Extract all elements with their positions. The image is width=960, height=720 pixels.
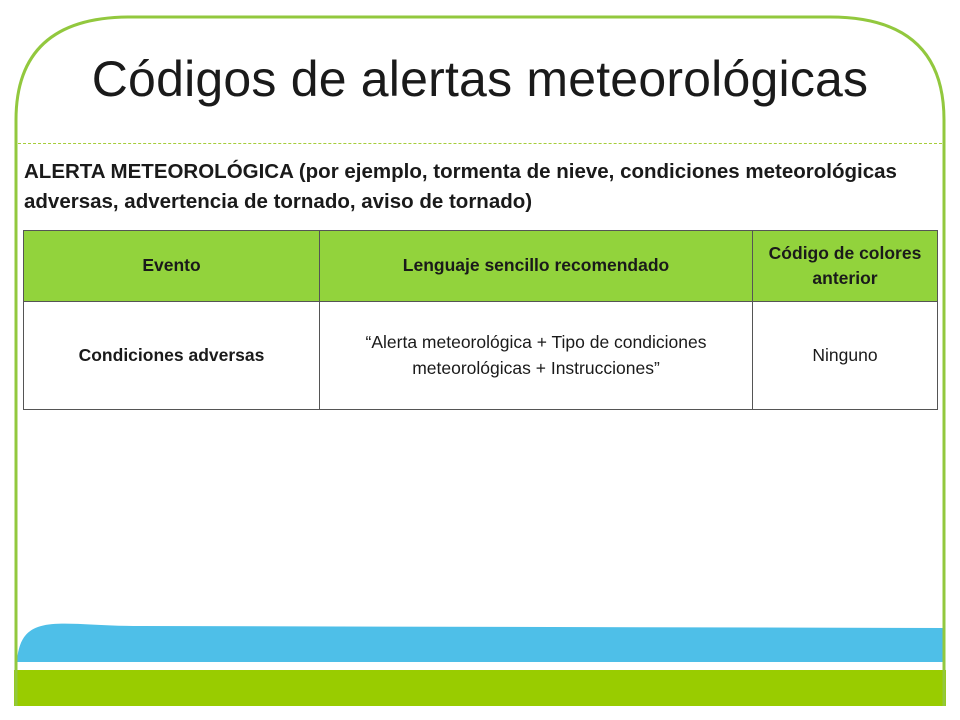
green-bottom-band — [14, 670, 946, 706]
header-plain-language: Lenguaje sencillo recomendado — [320, 231, 753, 302]
title-divider — [18, 143, 942, 144]
header-previous-color-code: Código de colores anterior — [753, 231, 938, 302]
cell-event: Condiciones adversas — [24, 302, 320, 410]
table-header-row — [24, 231, 938, 302]
cell-previous-color-code: Ninguno — [753, 302, 938, 410]
header-event: Evento — [24, 231, 320, 302]
slide-title: Códigos de alertas meteorológicas — [91, 51, 869, 107]
blue-wave-decoration — [17, 624, 943, 662]
alert-codes-table — [23, 230, 938, 410]
cell-plain-language: “Alerta meteorológica + Tipo de condiciones meteorológicas + Instrucciones” — [320, 302, 753, 410]
alert-description: ALERTA METEOROLÓGICA (por ejemplo, tormenta de nieve, condiciones meteorológicas adversas, advertencia de tornado, aviso de tornado) — [24, 160, 897, 214]
table-row — [24, 302, 938, 410]
